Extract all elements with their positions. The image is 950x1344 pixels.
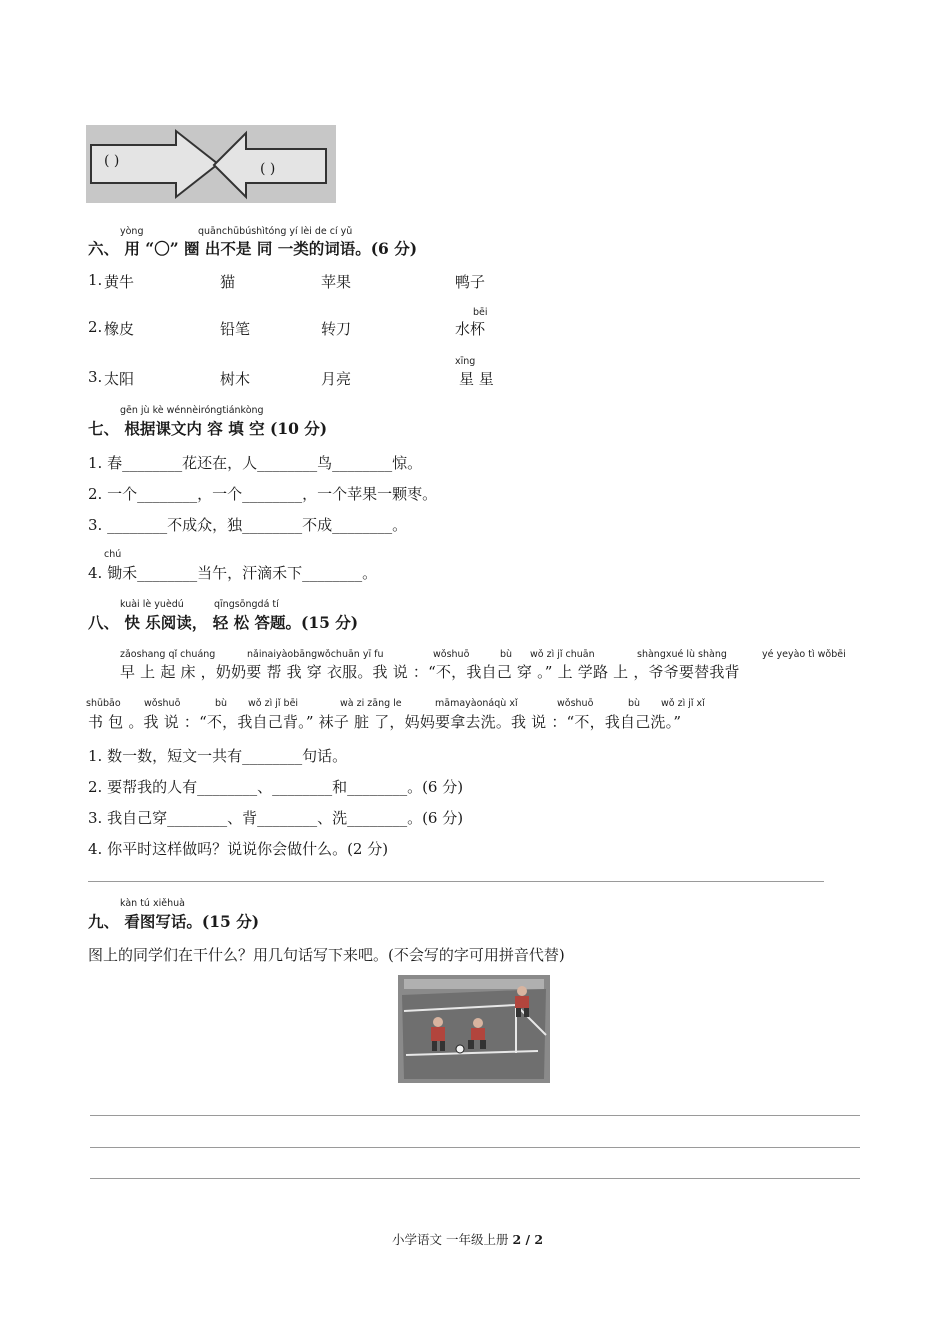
pinyin: bù: [215, 698, 228, 709]
answer-line: [88, 881, 824, 882]
word: 转刀: [321, 320, 352, 338]
pinyin-section7: gēn jù kè wénnèiróngtiánkòng: [120, 405, 264, 416]
arrow-right-paren: ( ): [260, 161, 276, 177]
arrow-left-paren: ( ): [104, 153, 120, 169]
row-number: 3.: [88, 368, 103, 386]
pinyin: wǒshuō: [433, 649, 470, 660]
pinyin: shūbāo: [86, 698, 121, 709]
section8-question-4: 4. 你平时这样做吗？说说你会做什么。(2 分): [88, 840, 389, 858]
section6-title: 六、 用 “〇” 圈 出不是 同 一类的词语。(6 分): [88, 239, 418, 258]
section8-question-2: 2. 要帮我的人有________、________和________。(6 分): [88, 778, 464, 796]
pinyin: wǒ zì jǐ xǐ: [661, 698, 705, 709]
word: 黄牛: [104, 273, 135, 291]
pinyin-section6: quānchūbúshìtóng yí lèi de cí yǔ: [198, 226, 353, 237]
row-number: 1.: [88, 271, 103, 289]
pinyin-chu: chú: [104, 549, 122, 560]
word: 星 星: [459, 370, 494, 388]
arrows-image: [86, 125, 336, 203]
writing-line-1: [90, 1115, 860, 1116]
word: 铅笔: [220, 320, 251, 338]
word: 苹果: [321, 273, 352, 291]
footer-text: 小学语文 一年级上册: [392, 1232, 509, 1247]
pinyin: bù: [500, 649, 513, 660]
section7-item-1: 1. 春________花还在，人________鸟________惊。: [88, 454, 423, 472]
passage-line-2: 书 包 。我 说 ：“不，我自己背。” 袜子 脏 了，妈妈要拿去洗。我 说 ：“不，我自己洗。”: [88, 713, 682, 731]
pinyin: wǒshuō: [557, 698, 594, 709]
passage-line-1: 早 上 起 床 ，奶奶要 帮 我 穿 衣服。我 说 ：“不，我自己 穿 。” 上 学路 上 ，爷爷要替我背: [120, 663, 740, 681]
writing-line-2: [90, 1147, 860, 1148]
section7-item-4: 4. 锄禾________当午，汗滴禾下________。: [88, 564, 378, 582]
word: 太阳: [104, 370, 135, 388]
pinyin: yé yeyào tì wǒbēi: [762, 649, 846, 660]
section8-question-3: 3. 我自己穿________、背________、洗________。(6 分): [88, 809, 464, 827]
section7-item-2: 2. 一个________，一个________，一个苹果一颗枣。: [88, 485, 438, 503]
pinyin-bei: bēi: [473, 307, 488, 318]
pinyin-xing: xīng: [455, 356, 476, 367]
word: 树木: [220, 370, 251, 388]
pinyin: wǒ zì jǐ chuān: [530, 649, 595, 660]
section7-item-3: 3. ________不成众，独________不成________。: [88, 516, 408, 534]
word: 月亮: [321, 370, 352, 388]
word: 鸭子: [455, 273, 486, 291]
soccer-picture: [398, 975, 550, 1083]
page-number: 2 / 2: [512, 1232, 544, 1247]
pinyin: zǎoshang qǐ chuáng: [120, 649, 216, 660]
section7-title: 七、 根据课文内 容 填 空 (10 分): [88, 419, 328, 438]
pinyin: nǎinaiyàobāngwǒchuān yī fu: [247, 649, 384, 660]
pinyin-yong: yòng: [120, 226, 144, 237]
pinyin: wà zi zāng le: [340, 698, 402, 709]
pinyin-kuaile: kuài lè yuèdú: [120, 599, 184, 610]
pinyin-qingsong: qīngsōngdá tí: [214, 599, 279, 610]
pinyin: māmayàonáqù xǐ: [435, 698, 518, 709]
pinyin: wǒshuō: [144, 698, 181, 709]
writing-line-3: [90, 1178, 860, 1179]
section8-title: 八、 快 乐阅读， 轻 松 答题。(15 分): [88, 613, 359, 632]
row-number: 2.: [88, 318, 103, 336]
pinyin: wǒ zì jǐ bēi: [248, 698, 299, 709]
section9-title: 九、 看图写话。(15 分): [88, 912, 260, 931]
page-footer: [392, 1230, 543, 1248]
word: 水杯: [455, 320, 486, 338]
pinyin: bù: [628, 698, 641, 709]
section9-instruction: 图上的同学们在干什么？用几句话写下来吧。(不会写的字可用拼音代替): [88, 946, 565, 964]
pinyin: shàngxué lù shàng: [637, 649, 727, 660]
word: 猫: [220, 273, 236, 291]
section8-question-1: 1. 数一数，短文一共有________句话。: [88, 747, 348, 765]
pinyin-section9: kàn tú xiěhuà: [120, 898, 185, 909]
word: 橡皮: [104, 320, 135, 338]
